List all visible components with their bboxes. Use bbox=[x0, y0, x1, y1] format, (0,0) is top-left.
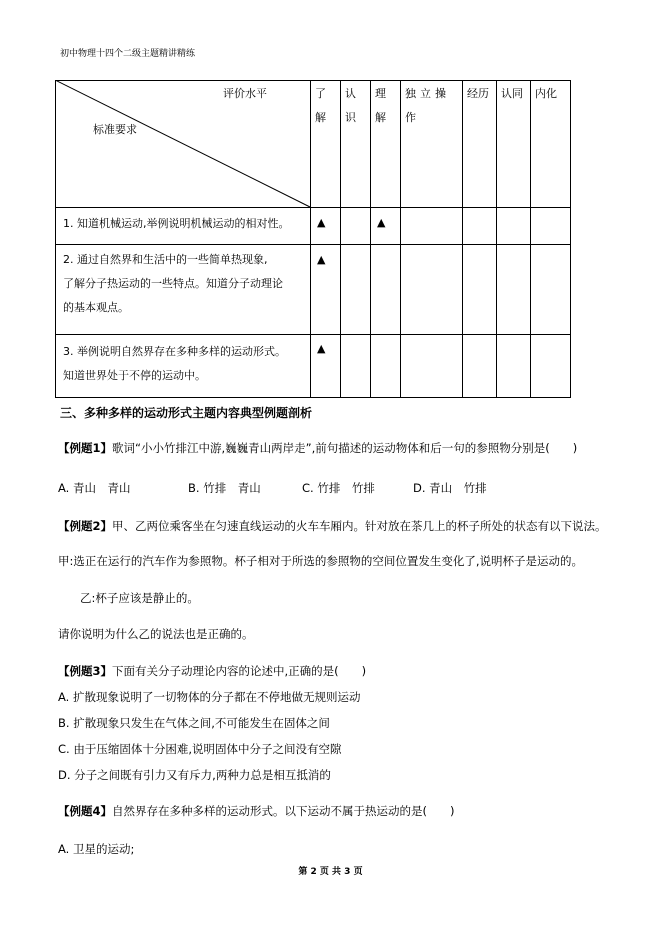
example-1-option-b: B. 竹排 青山 bbox=[188, 481, 261, 495]
level-header-4: 经历 bbox=[467, 87, 489, 100]
level-header-6: 内化 bbox=[535, 87, 557, 100]
level-header-3: 独立操作 bbox=[405, 87, 450, 124]
example-2-stem: 【例题2】甲、乙两位乘客坐在匀速直线运动的火车车厢内。针对放在茶几上的杯子所处的状态有以下说法。 bbox=[58, 519, 607, 533]
level-header-5: 认同 bbox=[501, 87, 523, 100]
example-4-option-a: A. 卫星的运动; bbox=[58, 842, 135, 856]
section-title: 三、多种多样的运动形式主题内容典型例题剖析 bbox=[60, 406, 313, 420]
level-header-1: 认识 bbox=[345, 87, 356, 124]
page-footer: 第 2 页 共 3 页 bbox=[298, 867, 363, 877]
table-row-2-text: 2. 通过自然界和生活中的一些简单热现象, 了解分子热运动的一些特点。知道分子动理论 的基本观点。 bbox=[63, 253, 283, 314]
page-header: 初中物理十四个二级主题精讲精练 bbox=[60, 49, 196, 59]
table-row-1-text: 1. 知道机械运动,举例说明机械运动的相对性。 bbox=[63, 217, 290, 230]
example-3-option-b: B. 扩散现象只发生在气体之间,不可能发生在固体之间 bbox=[58, 716, 330, 730]
example-2-question: 请你说明为什么乙的说法也是正确的。 bbox=[58, 627, 254, 641]
table-row-3-text: 3. 举例说明自然界存在多种多样的运动形式。 知道世界处于不停的运动中。 bbox=[63, 345, 286, 382]
mark-row2-understand: ▲ bbox=[317, 253, 326, 266]
example-4-stem: 【例题4】自然界存在多种多样的运动形式。以下运动不属于热运动的是( ) bbox=[58, 804, 455, 818]
example-2-statement-jia: 甲:选正在运行的汽车作为参照物。杯子相对于所选的参照物的空间位置发生变化了,说明杯子是运动的。 bbox=[58, 554, 584, 568]
example-3-option-a: A. 扩散现象说明了一切物体的分子都在不停地做无规则运动 bbox=[58, 690, 361, 704]
diag-bottom-label: 标准要求 bbox=[93, 123, 137, 136]
mark-row3-understand: ▲ bbox=[317, 342, 326, 355]
example-2-statement-yi: 乙:杯子应该是静止的。 bbox=[80, 591, 199, 605]
level-header-0: 了解 bbox=[315, 87, 326, 124]
example-3-option-c: C. 由于压缩固体十分困难,说明固体中分子之间没有空隙 bbox=[58, 742, 342, 756]
example-3-option-d: D. 分子之间既有引力又有斥力,两种力总是相互抵消的 bbox=[58, 768, 331, 782]
standards-table bbox=[55, 80, 571, 398]
diag-top-label: 评价水平 bbox=[223, 87, 267, 100]
example-1-option-a: A. 青山 青山 bbox=[58, 481, 131, 495]
example-1-option-c: C. 竹排 竹排 bbox=[302, 481, 375, 495]
example-1-option-d: D. 青山 竹排 bbox=[413, 481, 487, 495]
mark-row1-comprehend: ▲ bbox=[377, 216, 386, 229]
example-1-stem: 【例题1】歌词“小小竹排江中游,巍巍青山两岸走”,前句描述的运动物体和后一句的参照物分别是( ) bbox=[58, 441, 578, 455]
example-3-stem: 【例题3】下面有关分子动理论内容的论述中,正确的是( ) bbox=[58, 664, 367, 678]
diagonal-divider bbox=[55, 80, 310, 207]
level-header-2: 理解 bbox=[375, 87, 386, 124]
mark-row1-understand: ▲ bbox=[317, 216, 326, 229]
